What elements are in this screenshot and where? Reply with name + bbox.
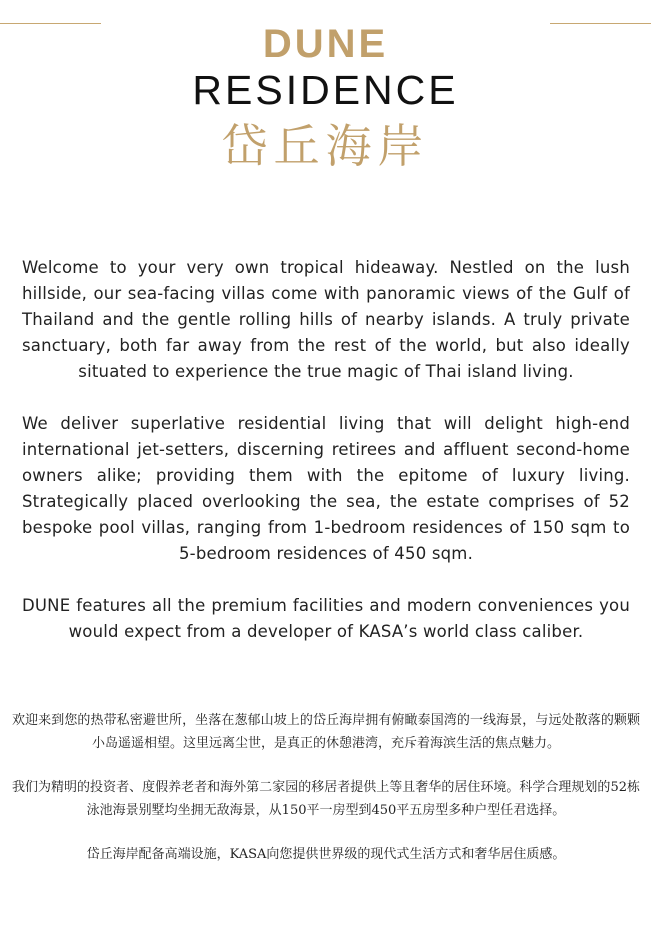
- english-paragraph-1: Welcome to your very own tropical hideaway. Nestled on the lush hillside, our sea-facing villas come with panoramic views of the Gulf of Thailand and the gentle rolling hills of nearby islands. A truly private sanctuary, both far away from the rest of the world, but also ideally situated to experience the true magic of Thai island living.: [22, 258, 630, 381]
- brand-title-dune: DUNE: [262, 22, 389, 66]
- brand-title-residence: RESIDENCE: [192, 67, 459, 113]
- chinese-description: [12, 709, 640, 887]
- brand-chinese-name: 岱丘海岸: [221, 119, 430, 173]
- chinese-paragraph-3: 岱丘海岸配备高端设施，KASA向您提供世界级的现代式生活方式和奢华居住质感。: [86, 847, 566, 862]
- english-description: [22, 255, 630, 671]
- chinese-paragraph-2: 我们为精明的投资者、度假养老者和海外第二家园的移居者提供上等且奢华的居住环境。科学合理规划的52栋泳池海景别墅均坐拥无敌海景，从150平一房型到450平五房型多种户型任君选择。: [12, 780, 640, 818]
- chinese-paragraph-1: 欢迎来到您的热带私密避世所，坐落在葱郁山坡上的岱丘海岸拥有俯瞰泰国湾的一线海景，与远处散落的颗颗小岛遥遥相望。这里远离尘世，是真正的休憩港湾，充斥着海滨生活的焦点魅力。: [12, 713, 640, 751]
- brand-header: [0, 22, 651, 175]
- english-paragraph-2: We deliver superlative residential living that will delight high-end international jet-setters, discerning retirees and affluent second-home owners alike; providing them with the epitome of luxury living. Strategically placed overlooking the sea, the estate comprises of 52 bespoke pool villas, ranging from 1-bedroom residences of 150 sqm to 5-bedroom residences of 450 sqm.: [22, 414, 630, 563]
- english-paragraph-3: DUNE features all the premium facilities and modern conveniences you would expect from a developer of KASA’s world class caliber.: [22, 596, 630, 641]
